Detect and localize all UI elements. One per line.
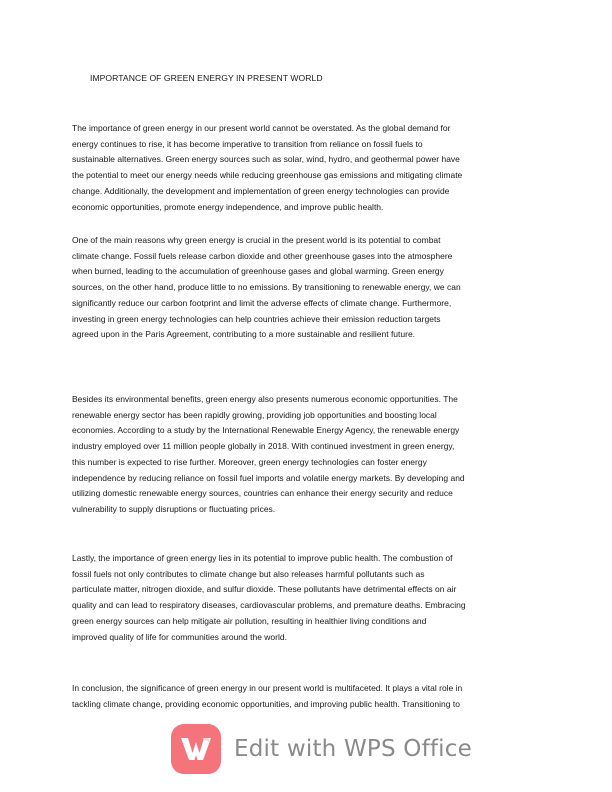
paragraph-climate-change [72,233,550,343]
paragraph-introduction [72,121,550,215]
text-line: renewable energy sector has been rapidly growing, providing job opportunities and boosting local [72,409,437,420]
text-line: when burned, leading to the accumulation of greenhouse gases and global warming. Green energy [72,266,444,277]
text-line: green energy sources can help mitigate air pollution, resulting in healthier living conditions and [72,615,427,626]
edit-with-wps-banner[interactable] [171,723,472,775]
text-line: The importance of green energy in our present world cannot be overstated. As the global demand for [72,123,451,133]
text-line: change. Additionally, the development and implementation of green energy technologies can provide [72,185,450,196]
edit-with-wps-label[interactable]: Edit with WPS Office [234,736,472,762]
text-line: energy continues to rise, it has become imperative to transition from reliance on fossil fuels to [72,138,423,149]
paragraph-public-health [72,551,550,645]
text-line: Lastly, the importance of green energy lies in its potential to improve public health. The combustion of [72,553,453,563]
text-line: tackling climate change, providing economic opportunities, and improving public health. Transitioning to [72,698,460,709]
wps-w-glyph-icon [178,734,214,764]
text-line: improved quality of life for communities around the world. [72,631,287,642]
text-line: this number is expected to rise further. Moreover, green energy technologies can foster energy [72,456,427,467]
text-line: the potential to meet our energy needs while reducing greenhouse gas emissions and mitigating climate [72,170,463,181]
text-line: agreed upon in the Paris Agreement, contributing to a more sustainable and resilient future. [72,329,416,340]
text-line: One of the main reasons why green energy is crucial in the present world is its potential to combat [72,235,441,245]
text-line: vulnerability to supply disruptions or fluctuating prices. [72,503,276,514]
document-title: IMPORTANCE OF GREEN ENERGY IN PRESENT WORLD [90,73,323,83]
text-line: In conclusion, the significance of green energy in our present world is multifaceted. It plays a vital role in [72,683,463,693]
text-line: sustainable alternatives. Green energy sources such as solar, wind, hydro, and geothermal power have [72,154,460,165]
text-line: Besides its environmental benefits, green energy also presents numerous economic opportunities. The [72,394,458,404]
text-line: particulate matter, nitrogen dioxide, and sulfur dioxide. These pollutants have detrimental effects on air [72,584,457,595]
text-line: sources, on the other hand, produce little to no emissions. By transitioning to renewable energy, we can [72,282,461,293]
text-line: quality and can lead to respiratory diseases, cardiovascular problems, and premature deaths. Embracing [72,600,466,611]
text-line: fossil fuels not only contributes to climate change but also releases harmful pollutants such as [72,568,425,579]
text-line: investing in green energy technologies can help countries achieve their emission reduction targets [72,313,441,324]
text-line: utilizing domestic renewable energy sources, countries can enhance their energy security and reduce [72,488,453,499]
text-line: significantly reduce our carbon footprint and limit the adverse effects of climate change. Furthermore, [72,297,452,308]
text-line: economic opportunities, promote energy independence, and improve public health. [72,201,384,212]
paragraph-economic-opportunities [72,392,550,518]
text-line: economies. According to a study by the International Renewable Energy Agency, the renewable energy [72,425,460,436]
text-line: industry employed over 11 million people globally in 2018. With continued investment in green energy, [72,441,455,452]
text-line: independence by reducing reliance on fossil fuel imports and volatile energy markets. By developing and [72,472,465,483]
paragraph-conclusion [72,681,550,712]
wps-logo-icon[interactable] [171,724,221,774]
text-line: climate change. Fossil fuels release carbon dioxide and other greenhouse gases into the atmosphere [72,250,453,261]
